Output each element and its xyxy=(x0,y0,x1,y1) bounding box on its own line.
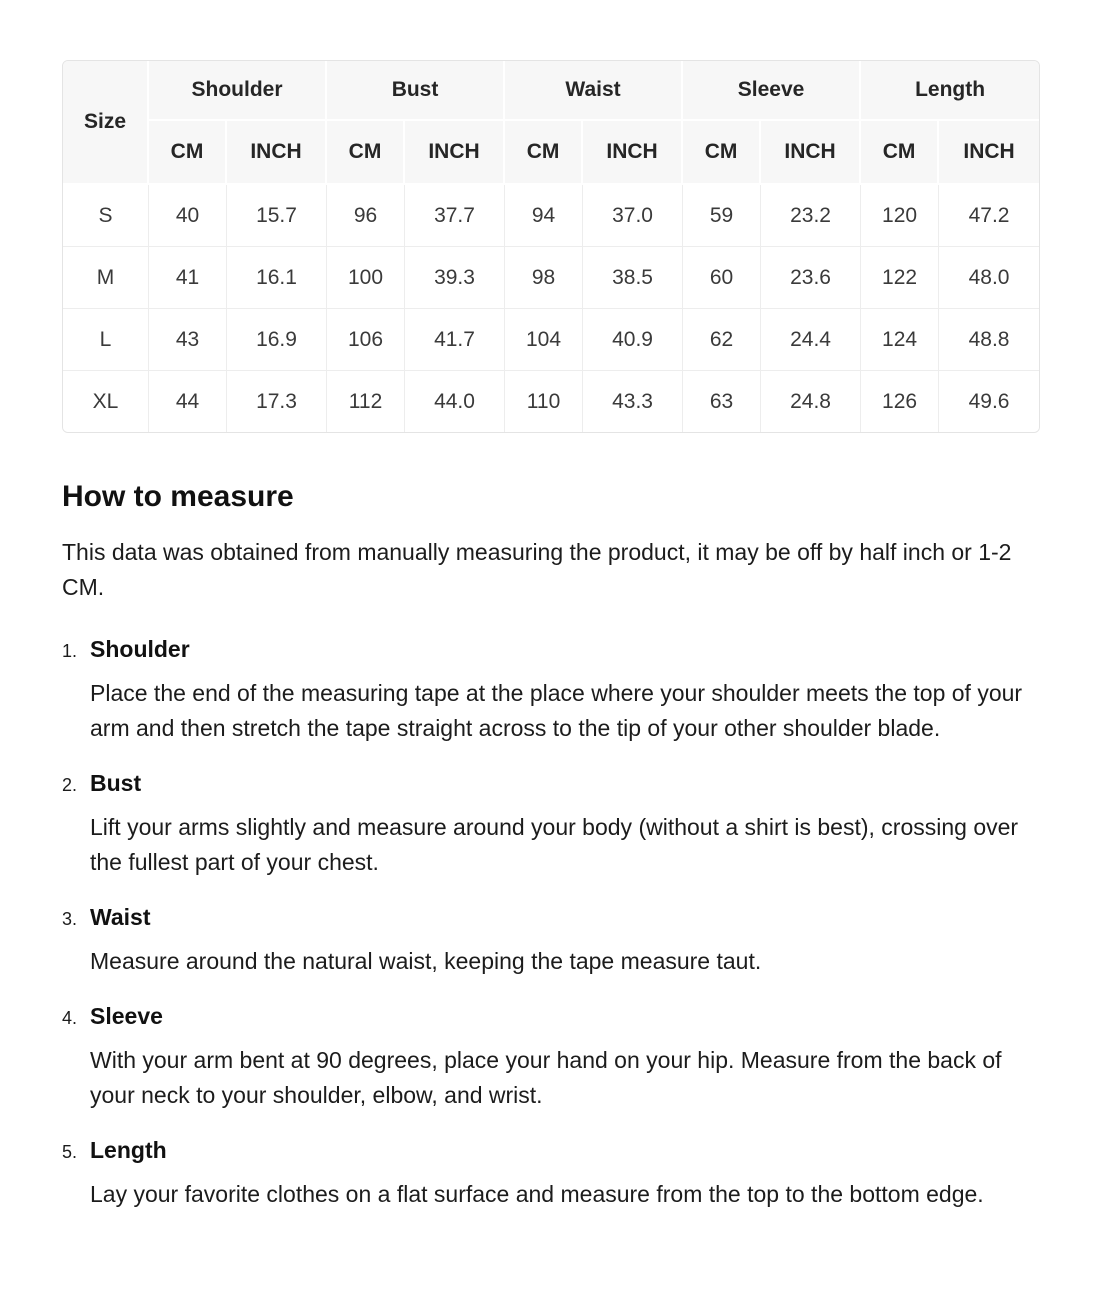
step-number: 3. xyxy=(62,909,78,929)
value-cell: 110 xyxy=(505,371,583,432)
value-cell: 60 xyxy=(683,247,761,309)
value-cell: 112 xyxy=(327,371,405,432)
step-term: Waist xyxy=(90,904,151,930)
unit-header-inch: INCH xyxy=(227,121,327,185)
measure-step-shoulder xyxy=(62,635,1040,746)
value-cell: 16.9 xyxy=(227,309,327,371)
step-heading xyxy=(62,1136,1040,1164)
measure-step-sleeve xyxy=(62,1002,1040,1113)
table-row-size-s xyxy=(63,185,1039,247)
value-cell: 16.1 xyxy=(227,247,327,309)
unit-header-inch: INCH xyxy=(405,121,505,185)
step-heading xyxy=(62,903,1040,931)
size-cell: M xyxy=(63,247,149,309)
col-header-size: Size xyxy=(63,61,149,185)
how-to-measure-heading: How to measure xyxy=(62,480,294,513)
step-description: Lay your favorite clothes on a flat surface and measure from the top to the bottom edge. xyxy=(90,1181,984,1207)
table-row-size-xl xyxy=(63,371,1039,432)
step-number: 1. xyxy=(62,641,78,661)
measure-step-length xyxy=(62,1136,1040,1212)
step-description: Lift your arms slightly and measure around your body (without a shirt is best), crossing over the fullest part of your chest. xyxy=(90,814,1019,875)
value-cell: 41.7 xyxy=(405,309,505,371)
step-term: Sleeve xyxy=(90,1003,163,1029)
value-cell: 17.3 xyxy=(227,371,327,432)
unit-header-cm: CM xyxy=(683,121,761,185)
step-description: Place the end of the measuring tape at the place where your shoulder meets the top of your arm and then stretch the tape straight across to the tip of your other shoulder blade. xyxy=(90,680,1023,741)
unit-header-cm: CM xyxy=(505,121,583,185)
col-header-sleeve: Sleeve xyxy=(683,61,861,121)
step-description: With your arm bent at 90 degrees, place your hand on your hip. Measure from the back of your neck to your shoulder, elbow, and wrist. xyxy=(90,1047,1002,1108)
size-chart-card xyxy=(62,60,1040,433)
value-cell: 15.7 xyxy=(227,185,327,247)
value-cell: 38.5 xyxy=(583,247,683,309)
col-header-length: Length xyxy=(861,61,1039,121)
value-cell: 24.8 xyxy=(761,371,861,432)
value-cell: 23.6 xyxy=(761,247,861,309)
value-cell: 37.7 xyxy=(405,185,505,247)
size-cell: L xyxy=(63,309,149,371)
value-cell: 62 xyxy=(683,309,761,371)
size-cell: XL xyxy=(63,371,149,432)
value-cell: 106 xyxy=(327,309,405,371)
step-term: Shoulder xyxy=(90,636,190,662)
measure-steps-list xyxy=(62,635,1040,1212)
value-cell: 48.0 xyxy=(939,247,1039,309)
col-header-waist: Waist xyxy=(505,61,683,121)
value-cell: 104 xyxy=(505,309,583,371)
value-cell: 122 xyxy=(861,247,939,309)
unit-header-cm: CM xyxy=(861,121,939,185)
step-heading xyxy=(62,769,1040,797)
how-to-measure-section xyxy=(62,479,1040,1212)
value-cell: 44.0 xyxy=(405,371,505,432)
col-header-shoulder: Shoulder xyxy=(149,61,327,121)
value-cell: 49.6 xyxy=(939,371,1039,432)
unit-header-inch: INCH xyxy=(761,121,861,185)
value-cell: 126 xyxy=(861,371,939,432)
value-cell: 37.0 xyxy=(583,185,683,247)
table-row-size-l xyxy=(63,309,1039,371)
step-description: Measure around the natural waist, keeping the tape measure taut. xyxy=(90,948,762,974)
step-number: 4. xyxy=(62,1008,78,1028)
value-cell: 59 xyxy=(683,185,761,247)
table-unit-header-row xyxy=(63,121,1039,185)
value-cell: 40.9 xyxy=(583,309,683,371)
unit-header-inch: INCH xyxy=(939,121,1039,185)
measure-step-waist xyxy=(62,903,1040,979)
value-cell: 63 xyxy=(683,371,761,432)
value-cell: 96 xyxy=(327,185,405,247)
value-cell: 40 xyxy=(149,185,227,247)
step-number: 5. xyxy=(62,1142,78,1162)
value-cell: 43.3 xyxy=(583,371,683,432)
step-term: Bust xyxy=(90,770,142,796)
table-group-header-row xyxy=(63,61,1039,121)
value-cell: 100 xyxy=(327,247,405,309)
col-header-bust: Bust xyxy=(327,61,505,121)
table-row-size-m xyxy=(63,247,1039,309)
value-cell: 94 xyxy=(505,185,583,247)
unit-header-cm: CM xyxy=(149,121,227,185)
unit-header-inch: INCH xyxy=(583,121,683,185)
value-cell: 44 xyxy=(149,371,227,432)
value-cell: 48.8 xyxy=(939,309,1039,371)
measure-disclaimer-text: This data was obtained from manually measuring the product, it may be off by half inch or 1-2 CM. xyxy=(62,539,1012,600)
value-cell: 24.4 xyxy=(761,309,861,371)
value-cell: 41 xyxy=(149,247,227,309)
size-cell: S xyxy=(63,185,149,247)
value-cell: 23.2 xyxy=(761,185,861,247)
step-heading xyxy=(62,1002,1040,1030)
measure-step-bust xyxy=(62,769,1040,880)
value-cell: 124 xyxy=(861,309,939,371)
value-cell: 120 xyxy=(861,185,939,247)
step-number: 2. xyxy=(62,775,78,795)
size-chart-table xyxy=(63,61,1039,432)
value-cell: 98 xyxy=(505,247,583,309)
value-cell: 43 xyxy=(149,309,227,371)
unit-header-cm: CM xyxy=(327,121,405,185)
step-heading xyxy=(62,635,1040,663)
value-cell: 39.3 xyxy=(405,247,505,309)
value-cell: 47.2 xyxy=(939,185,1039,247)
step-term: Length xyxy=(90,1137,167,1163)
